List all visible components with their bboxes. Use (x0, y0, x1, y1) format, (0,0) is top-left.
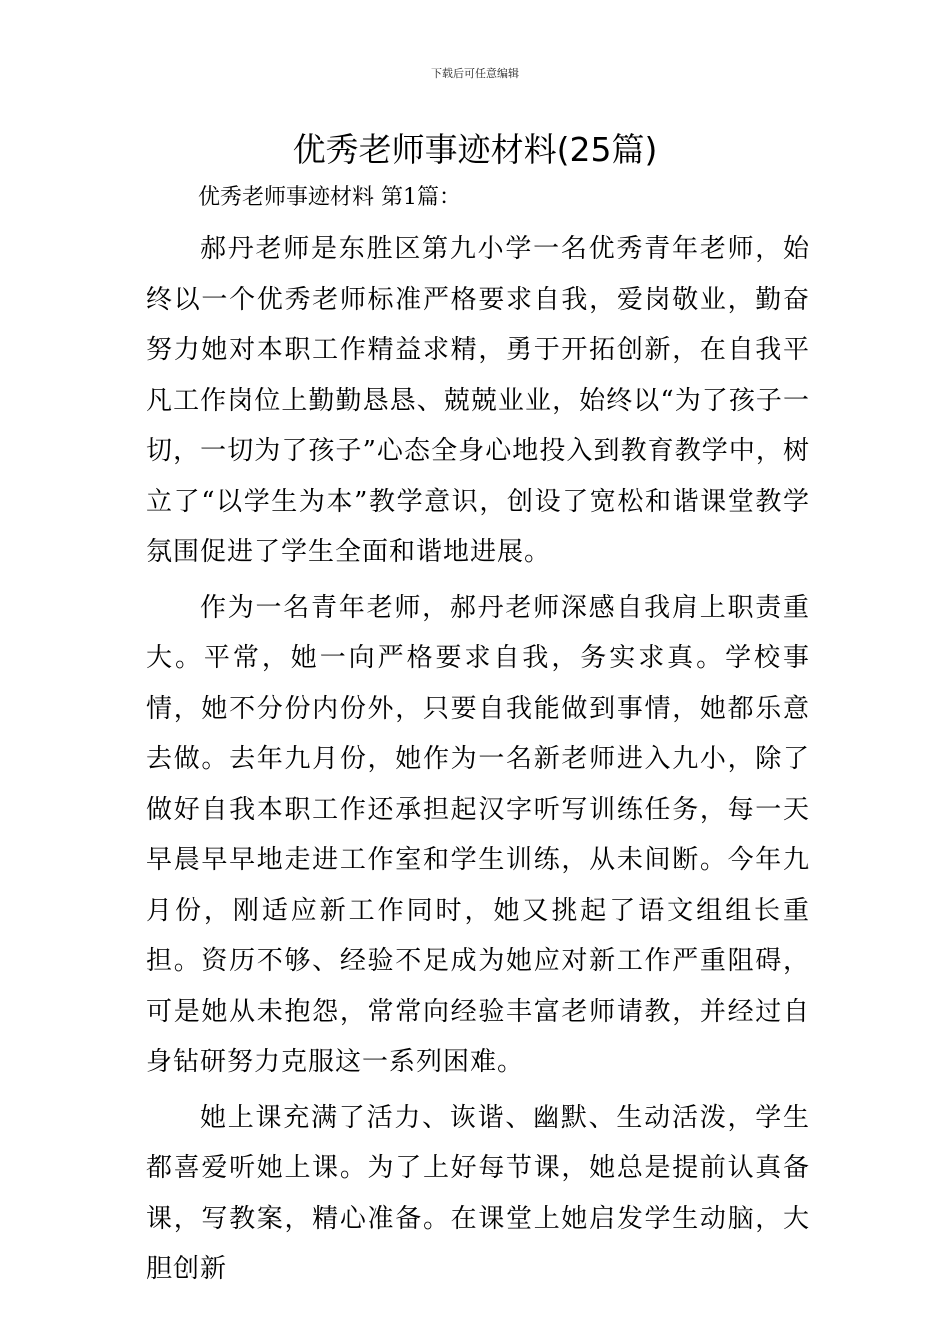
paragraph-2: 作为一名青年老师，郝丹老师深感自我肩上职责重大。平常，她一向严格要求自我，务实求真。学校事情，她不分份内份外，只要自我能做到事情，她都乐意去做。去年九月份，她作为一名新老师进入九小，除了做好自我本职工作还承担起汉字听写训练任务，每一天早晨早早地走进工作室和学生训练，从未间断。今年九月份，刚适应新工作同时，她又挑起了语文组组长重担。资历不够、经验不足成为她应对新工作严重阻碍，可是她从未抱怨，常常向经验丰富老师请教，并经过自身钻研努力克服这一系列困难。 (146, 592, 810, 1077)
paragraph-3: 她上课充满了活力、诙谐、幽默、生动活泼，学生都喜爱听她上课。为了上好每节课，她总是提前认真备课，写教案，精心准备。在课堂上她启发学生动脑，大胆创新 (146, 1102, 810, 1284)
body-text (146, 224, 810, 1300)
header-note: 下载后可任意编辑 (431, 67, 519, 80)
section-subheading: 优秀老师事迹材料 第1篇： (198, 185, 461, 210)
document-title: 优秀老师事迹材料(25篇) (292, 130, 658, 169)
paragraph-1: 郝丹老师是东胜区第九小学一名优秀青年老师，始终以一个优秀老师标准严格要求自我，爱岗敬业，勤奋努力她对本职工作精益求精，勇于开拓创新，在自我平凡工作岗位上勤勤恳恳、兢兢业业，始终以“为了孩子一切，一切为了孩子”心态全身心地投入到教育教学中，树立了“以学生为本”教学意识，创设了宽松和谐课堂教学氛围促进了学生全面和谐地进展。 (146, 234, 810, 567)
